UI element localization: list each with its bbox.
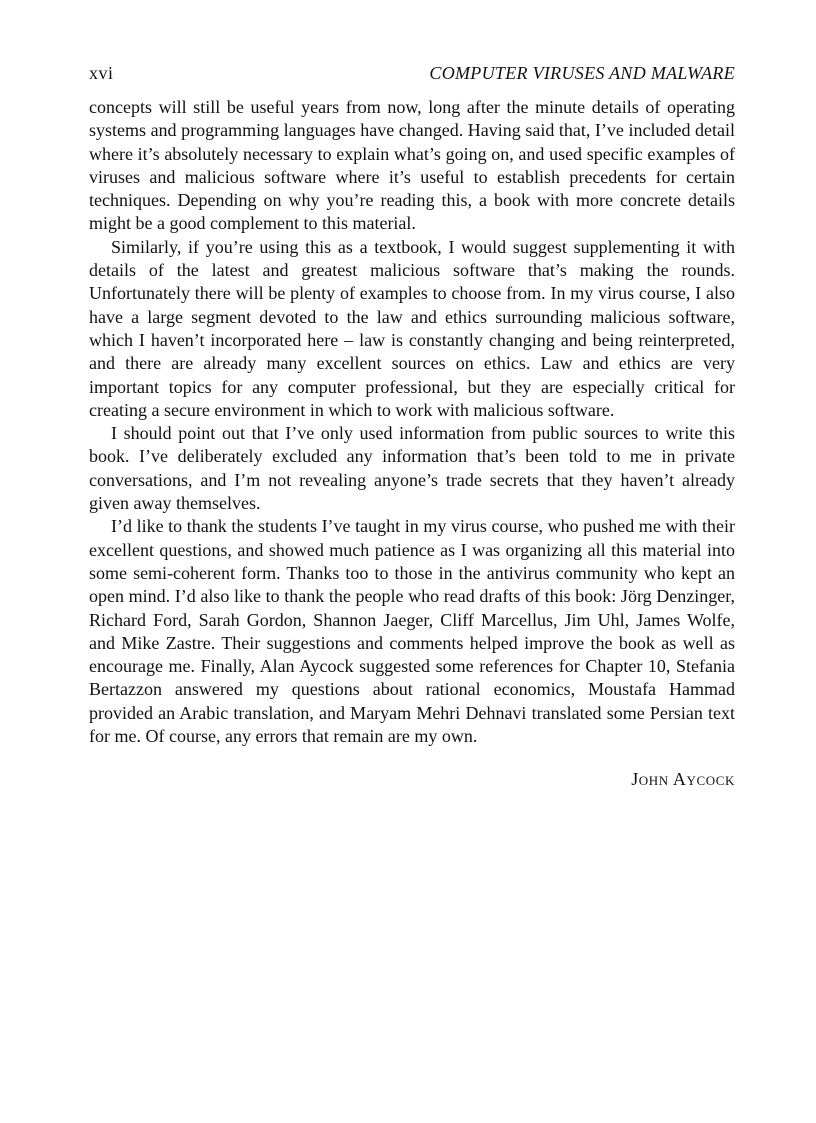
- paragraph-public-sources: I should point out that I’ve only used information from public sources to write this book. I’ve deliberately excluded any information that’s been told to me in private conversations, and I’m not revealing anyone’s trade secrets that they haven’t already given away themselves.: [89, 423, 735, 514]
- running-title: COMPUTER VIRUSES AND MALWARE: [429, 63, 735, 83]
- page-number: xvi: [89, 63, 114, 83]
- book-page: [89, 58, 735, 791]
- paragraph-continued: concepts will still be useful years from now, long after the minute details of operating systems and programming languages have changed. Having said that, I’ve included detail where it’s absolutely necessary to explain what’s going on, and used specific examples of viruses and malicious software where it’s useful to establish precedents for certain techniques. Depending on why you’re reading this, a book with more concrete details might be a good complement to this material.: [89, 97, 735, 234]
- preface-body: [89, 96, 735, 748]
- paragraph-acknowledgements: I’d like to thank the students I’ve taught in my virus course, who pushed me with their excellent questions, and showed much patience as I was organizing all this material into some semi-coherent form. Thanks too to those in the antivirus community who kept an open mind. I’d also like to thank the people who read drafts of this book: Jörg Denzinger, Richard Ford, Sarah Gordon, Shannon Jaeger, Cliff Marcellus, Jim Uhl, James Wolfe, and Mike Zastre. Their suggestions and comments helped improve the book as well as encourage me. Finally, Alan Aycock suggested some references for Chapter 10, Stefania Bertazzon answered my questions about rational economics, Moustafa Hammad provided an Arabic translation, and Maryam Mehri Dehnavi translated some Persian text for me. Of course, any errors that remain are my own.: [89, 516, 735, 747]
- paragraph-textbook-advice: Similarly, if you’re using this as a textbook, I would suggest supplementing it with details of the latest and greatest malicious software that’s making the rounds. Unfortunately there will be plenty of examples to choose from. In my virus course, I also have a large segment devoted to the law and ethics surrounding malicious software, which I haven’t incorporated here – law is constantly changing and being reinterpreted, and there are already many excellent sources on ethics. Law and ethics are very important topics for any computer professional, but they are especially critical for creating a secure environment in which to work with malicious software.: [89, 236, 735, 420]
- author-signature: John Aycock: [631, 769, 735, 790]
- running-header: [89, 58, 735, 88]
